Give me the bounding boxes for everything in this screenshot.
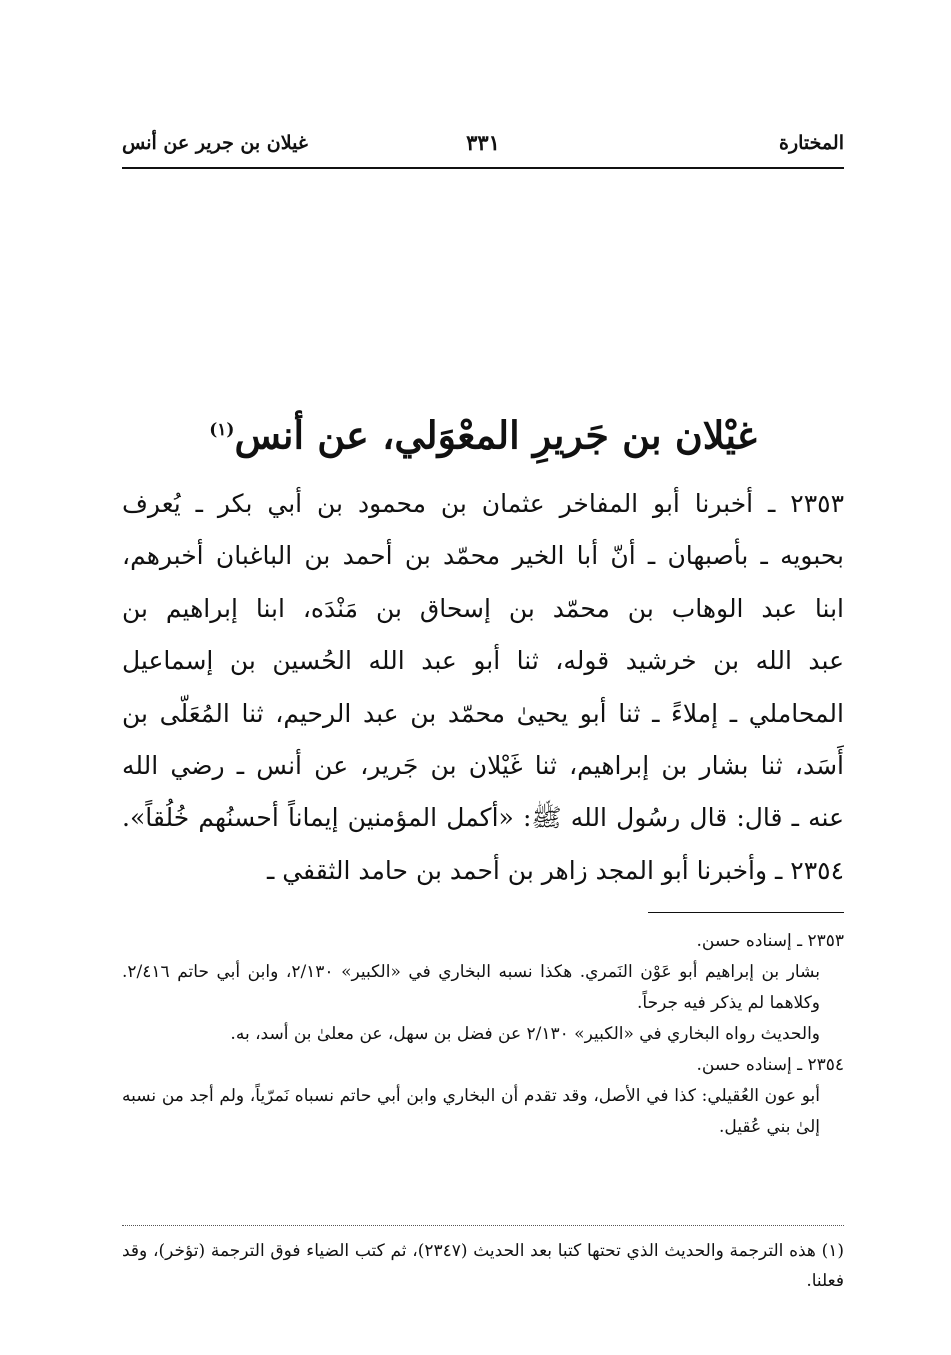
footnotes	[122, 926, 844, 1143]
chapter-title: غيلان بن جرير عن أنس	[122, 132, 308, 154]
book-title: المختارة	[779, 132, 844, 154]
title-footnote-marker: (١)	[209, 420, 235, 440]
footnote-paragraph: والحديث رواه البخاري في «الكبير» ٢/١٣٠ عن فضل بن سهل، عن معلىٰ بن أسد، به.	[230, 1024, 820, 1044]
header-rule	[122, 167, 844, 169]
running-header	[122, 128, 844, 164]
footnote-head: ٢٣٥٤ ـ إسناده حسن.	[696, 1055, 844, 1075]
body-line: ٢٣٥٣ ـ أخبرنا أبو المفاخر عثمان بن محمود بن أبي بكر ـ يُعرف	[122, 489, 844, 518]
title-footnote: (١) هذه الترجمة والحديث الذي تحتها كتبا بعد الحديث (٢٣٤٧)، ثم كتب الضياء فوق الترجمة (تؤخر)، وقد فعلنا.	[122, 1241, 844, 1291]
footnote-head: ٢٣٥٣ ـ إسناده حسن.	[696, 931, 844, 951]
body-line: المحاملي ـ إملاءً ـ ثنا أبو يحيىٰ محمّد بن عبد الرحيم، ثنا المُعَلّى بن	[122, 698, 844, 728]
body-line: ابنا عبد الوهاب بن محمّد بن إسحاق بن مَنْدَه، ابنا إبراهيم بن	[122, 593, 844, 623]
body-line: أَسَد، ثنا بشار بن إبراهيم، ثنا غَيْلان بن جَرير، عن أنس ـ رضي الله	[122, 750, 844, 780]
hadith-text	[122, 478, 844, 897]
body-line: عبد الله بن خرشيد قوله، ثنا أبو عبد الله الحُسين بن إسماعيل	[122, 646, 844, 676]
dotted-rule	[122, 1225, 844, 1226]
page-number: ٣٣١	[466, 130, 500, 155]
footnote-paragraph: أبو عون العُقيلي: كذا في الأصل، وقد تقدم أن البخاري وابن أبي حاتم نسباه نَمرّياً، ولم أجد من نسبه إلىٰ بني عُقيل.	[122, 1086, 820, 1137]
section-heading-text: غيْلان بن جَريرِ المعْوَلي، عن أنس	[234, 412, 757, 458]
section-heading	[122, 404, 844, 462]
body-line: ٢٣٥٤ ـ وأخبرنا أبو المجد زاهر بن أحمد بن حامد الثقفي ـ	[266, 855, 844, 885]
footnote-rule	[648, 912, 844, 913]
body-line: عنه ـ قال: قال رسُول الله ﷺ: «أكمل المؤمنين إيماناً أحسنُهم خُلُقاً».	[122, 803, 844, 833]
footnote-paragraph: بشار بن إبراهيم أبو عَوْن النَمري. هكذا نسبه البخاري في «الكبير» ٢/١٣٠، وابن أبي حاتم ٢/٤١٦. وكلاهما لم يذكر فيه جرحاً.	[122, 962, 820, 1013]
body-line: بحبويه ـ بأصبهان ـ أنّ أبا الخير محمّد بن أحمد بن الباغبان أخبرهم،	[122, 541, 844, 571]
